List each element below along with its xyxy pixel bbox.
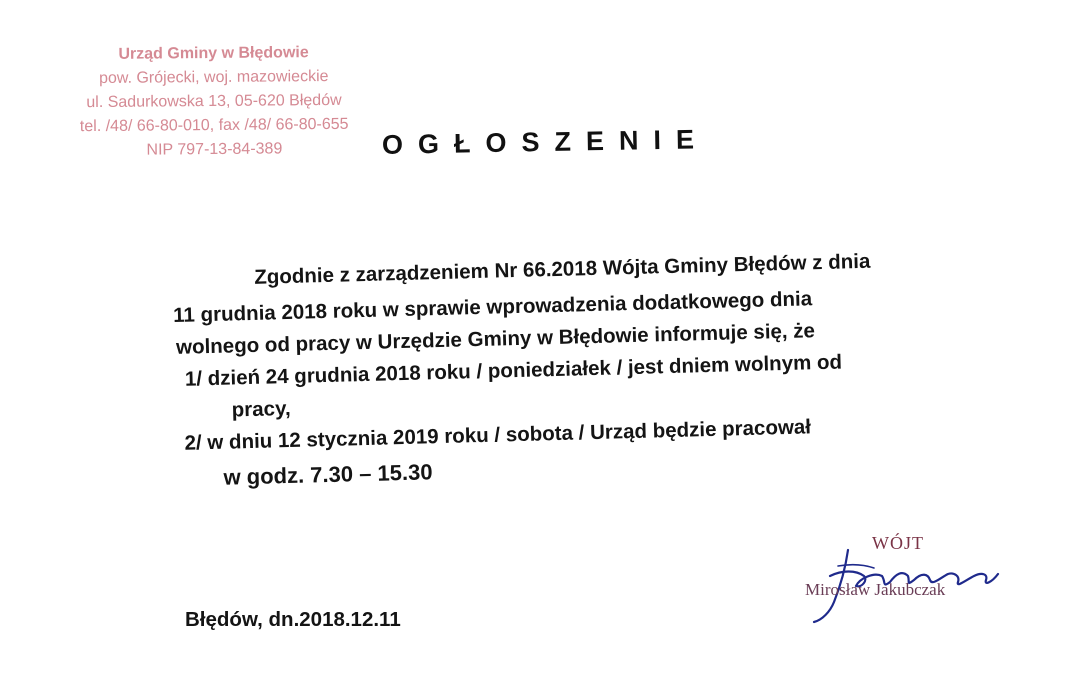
stamp-line-nip: NIP 797-13-84-389 [146, 140, 283, 159]
body-line-hours: w godz. 7.30 – 15.30 [223, 459, 433, 490]
signatory-name: Mirosław Jakubczak [805, 580, 946, 599]
body-line: 1/ dzień 24 grudnia 2018 roku / poniedziałek / jest dniem wolnym od [184, 350, 843, 391]
body-line: 11 grudnia 2018 roku w sprawie wprowadzenia dodatkowego dnia [172, 287, 813, 327]
office-stamp [57, 41, 370, 164]
body-line: wolnego od pracy w Urzędzie Gminy w Błędowie informuje się, że [175, 319, 816, 359]
stamp-line-county: pow. Grójecki, woj. mazowieckie [98, 68, 329, 88]
place-and-date: Błędów, dn.2018.12.11 [185, 608, 401, 631]
announcement-body [172, 245, 1032, 490]
stamp-line-phone: tel. /48/ 66-80-010, fax /48/ 66-80-655 [79, 115, 349, 136]
stamp-line-address: ul. Sadurkowska 13, 05-620 Błędów [86, 91, 342, 112]
body-line: Zgodnie z zarządzeniem Nr 66.2018 Wójta Gminy Błędów z dnia [253, 249, 871, 289]
body-line: pracy, [231, 396, 291, 422]
stamp-line-office: Urząd Gminy w Błędowie [118, 44, 309, 63]
document-title: OGŁOSZENIE [381, 124, 710, 160]
signatory-title: WÓJT [872, 533, 924, 553]
body-line: 2/ w dniu 12 stycznia 2019 roku / sobota / Urząd będzie pracował [184, 415, 812, 455]
